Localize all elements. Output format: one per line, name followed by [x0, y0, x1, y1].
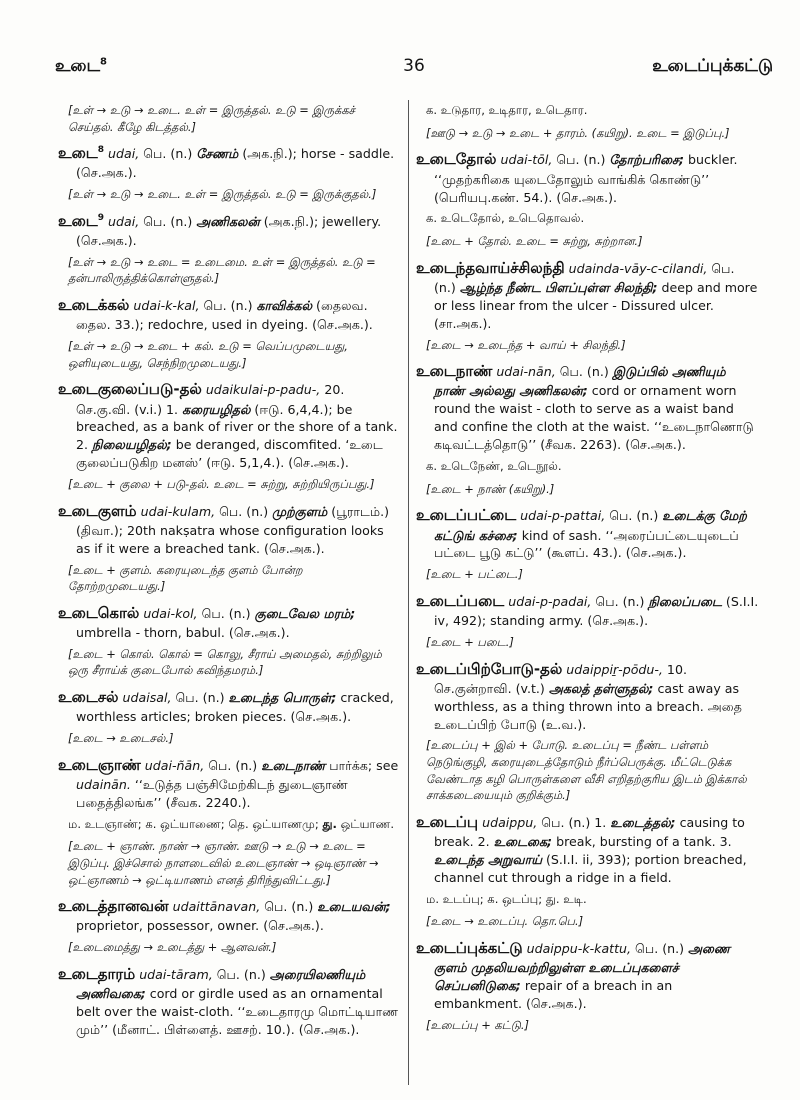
entry	[58, 501, 400, 558]
etymology: [உள் → உடு → உடை. உள் = இருத்தல். உடு = இருக்குதல்.]	[68, 187, 377, 202]
transliteration: udai-kol,	[143, 605, 198, 621]
definition: (அக.நி.); jewellery. (செ.அக.).	[76, 213, 382, 249]
entry	[58, 603, 400, 642]
entry	[58, 295, 400, 334]
etymology: [உடை + பட்டை.]	[426, 567, 523, 582]
entry	[58, 896, 400, 935]
transliteration: udaippiṟ-pōdu-,	[566, 661, 663, 677]
transliteration: udai-p-pattai,	[520, 508, 606, 524]
tamil-definition: உடைத்தல்;	[610, 814, 676, 830]
headword: உடைப்பு	[416, 812, 479, 831]
tamil-definition: குடைவேல மரம்;	[254, 605, 356, 621]
etymology: [உடைப்பு + இல் + போடு. உடைப்பு = நீண்ட பள்ளம் நெடுங்குழி, கரையுடைத்தோடும் நீர்ப்பெருக்கு. மீட்டெடுக்க வேண்டாத கழி பொருள்களை வீசி எறிதற்குரிய இடம் இக்கால் சாக்கடையையும் குறிக்கும்.]	[426, 738, 747, 803]
definition: causing to break. 2.	[434, 814, 745, 849]
cognates: க. உடெதோல், உடெதொவல்.	[426, 211, 585, 226]
grammar: பெ. (n.)	[605, 508, 663, 524]
tamil-definition: உடைந்த அறுவாய்	[434, 851, 542, 867]
grammar: பெ. (n.)	[212, 966, 270, 982]
etymology: [உடை + குலை + படு-தல். உடை = சுற்று, சுற்றியிருப்பது.]	[68, 477, 375, 492]
headword: உடைந்தவாய்ச்சிலந்தி	[416, 258, 565, 277]
tamil-definition: அணை குளம் முதலியவற்றிலுள்ள உடைப்புகளைச் செப்பனிடுகை;	[434, 940, 730, 994]
etymology: [உள் → உடு → உடை + கல். உடு = வெப்பமுடையது, ஒளியுடையது, செந்நிறமுடையது.]	[68, 339, 348, 370]
tamil-definition: ஆழ்ந்த நீண்ட பிளப்புள்ள சிலந்தி;	[459, 280, 658, 295]
tamil-definition: அகலத் தள்ளுதல்;	[548, 680, 654, 696]
etymology: [உடை + ஞாண். நாண் → ஞாண். ஊடு → உடு → உடை = இடுப்பு. இச்சொல் நாளடைவில் உடைஞாண் → ஒடிஞாண் → ஒட்ஞாணம் → ஒட்டியாணம் எனத் திரிந்துவிட்டது.]	[68, 839, 379, 887]
entry	[416, 505, 760, 562]
transliteration: udainda-vāy-c-cilandi,	[568, 260, 708, 276]
transliteration: udai-tāram,	[139, 966, 213, 982]
headword: உடைகுலைப்படு-தல்	[58, 380, 202, 399]
entry	[58, 687, 400, 726]
entry	[58, 379, 400, 472]
definition: (S.I.I. iv, 492); standing army. (செ.அக.).	[434, 593, 759, 629]
headword: உடைசல்	[58, 687, 119, 706]
etymology: [உடை + கொல். கொல் = கொலு, சீராய் அமைதல், சுற்றிலும் ஒரு சீராய்க் குடைபோல் கவிந்தமரம்.]	[68, 646, 382, 678]
entry	[58, 964, 400, 1039]
headword: உடைதோல்	[416, 150, 497, 169]
headword: உடைக்கல்	[58, 296, 130, 314]
etymology: [உள் → உடு → உடை. உள் = இருத்தல். உடு = இருக்கச் செய்தல். கீழே கிடத்தல்.]	[68, 103, 355, 134]
headword: உடைஞாண்	[58, 755, 141, 774]
etymology: [உடை → உடைசல்.]	[68, 731, 174, 746]
tamil-definition: நிலையழிதல்;	[92, 437, 172, 453]
tamil-definition: உடைகை;	[493, 833, 553, 849]
definition: (S.I.I. ii, 393); portion breached, channel cut through a ridge in a field.	[434, 851, 747, 885]
definition: umbrella - thorn, babul. (செ.அக.).	[76, 624, 290, 640]
transliteration: udai-p-padai,	[508, 593, 592, 609]
transliteration: udainān.	[76, 776, 131, 792]
tamil-definition: உடைநாண்	[261, 757, 326, 773]
definition: cast away as worthless, as a thing thrown into a breach. அதை உடைப்பிற் போடு (உ.வ.).	[434, 680, 742, 732]
transliteration: udaittānavan,	[172, 899, 261, 915]
definition: buckler. ‘‘முதற்கரிகை யுடைதோலும் வாங்கிக் கொண்டு’’ (பெரியபு.கண். 54.). (செ.அக.).	[434, 152, 738, 205]
transliteration: udai-ñān,	[144, 757, 205, 773]
entry	[416, 149, 760, 206]
tamil-definition: அரையிலணியும் அணிவகை;	[76, 966, 366, 1002]
definition: deep and more or less linear from the ulcer - Dissured ulcer. (சா.அக.).	[434, 280, 758, 331]
entry	[58, 143, 400, 182]
headword: உடைகொல்	[58, 603, 140, 622]
definition: cord or ornament worn round the waist - cloth to serve as a waist band and confine the cloth at the waist. ‘‘உடைநாணொடு கடிவட்டத்தொடு’’ (சீவக. 2263). (செ.அக.).	[434, 383, 754, 453]
grammar: பெ. (n.)	[555, 364, 613, 380]
headword: உடை$^8$	[58, 144, 105, 163]
tamil-definition: உடையவன்;	[317, 899, 391, 915]
left-column	[58, 100, 400, 1090]
grammar: பெ. (n.)	[434, 260, 735, 295]
headword: உடைகுளம்	[58, 501, 137, 520]
definition: be deranged, discomfited. ‘உடை குலைப்படுகிற மனஸ்’ (ஈடு. 5,1,4.). (செ.அக.).	[76, 437, 383, 471]
tamil-definition: முற்குளம்	[272, 503, 328, 519]
transliteration: udaisal,	[122, 689, 172, 705]
grammar: பெ. (n.)	[631, 940, 689, 956]
cognates: ம. உடஞாண்; க. ஒட்யாணை; தெ. ஒட்யாணமு; து. ஒட்யாண.	[68, 816, 395, 831]
tamil-definition: அணிகலன்	[196, 213, 260, 229]
column-divider	[408, 100, 409, 1085]
page-number: 36	[403, 56, 425, 76]
guide-word-left: உடை$^8$	[55, 56, 108, 76]
definition: (தைலவ. தைல. 33.); redochre, used in dyeing. (செ.அக.).	[76, 298, 373, 333]
cognates: க. உடுதார, உடிதார, உடெதார.	[426, 103, 588, 117]
grammar: 20. செ.கு.வி. (v.i.) 1.	[76, 382, 345, 417]
entry	[416, 659, 760, 734]
entry	[416, 361, 760, 454]
etymology: [உடை + நாண் (கயிறு).]	[426, 481, 555, 496]
cognates: ம. உடப்பு; க. ஒடப்பு; து. உடி.	[426, 891, 587, 906]
etymology: [உடைமைத்து → உடைத்து + ஆனவன்.]	[68, 940, 277, 955]
tamil-definition: காவிக்கல்	[256, 298, 313, 313]
tamil-definition: இடுப்பில் அணியும் நாண் அல்லது அணிகலன்;	[434, 364, 726, 399]
grammar: பெ. (n.) 1.	[537, 814, 611, 830]
right-column	[416, 100, 760, 1090]
tamil-definition: சேணம்	[196, 146, 239, 162]
transliteration: udai-k-kal,	[133, 298, 200, 313]
definition: proprietor, possessor, owner. (செ.அக.).	[76, 918, 324, 934]
tamil-definition: உடைந்த பொருள்;	[228, 689, 337, 705]
headword: உடைப்புக்கட்டு	[416, 938, 523, 957]
grammar: பெ. (n.)	[139, 146, 197, 162]
transliteration: udaippu,	[482, 814, 538, 830]
headword: உடைப்படை	[416, 591, 505, 610]
headword: உடைநாண்	[416, 362, 493, 381]
definition: cord or girdle used as an ornamental belt over the waist-cloth. ‘‘உடைதாரமு மொட்டியாண மும்’’ (மீனாட். பிள்ளைத். ஊசற். 10.). (செ.அக.).	[76, 986, 399, 1037]
transliteration: udai-nān,	[496, 364, 556, 380]
headword: உடைப்பட்டை	[416, 506, 517, 525]
definition: (அக.நி.); horse - saddle. (செ.அக.).	[76, 146, 395, 181]
definition: பார்க்க; see	[325, 757, 399, 773]
grammar: பெ. (n.)	[197, 605, 255, 621]
etymology: [உடை → உடைந்த + வாய் + சிலந்தி.]	[426, 337, 626, 352]
guide-word-right: உடைப்புக்கட்டு	[652, 56, 773, 76]
etymology: [உடைப்பு + கட்டு.]	[426, 1017, 529, 1032]
transliteration: udai,	[108, 213, 140, 229]
tamil-definition: நிலைப்படை	[648, 593, 722, 609]
tamil-definition: தோற்பரிசை;	[609, 152, 685, 168]
definition: break, bursting of a tank. 3.	[552, 833, 732, 849]
transliteration: udai,	[108, 146, 140, 162]
transliteration: udai-tōl,	[500, 152, 553, 168]
grammar: பெ. (n.)	[139, 213, 197, 229]
headword: உடைத்தானவன்	[58, 897, 169, 916]
grammar: பெ. (n.)	[591, 593, 649, 609]
running-head	[55, 56, 773, 86]
etymology: [உடை + தோல். உடை = சுற்று, சுற்றான.]	[426, 234, 643, 249]
etymology: [உடை → உடைப்பு. தொ.பெ.]	[426, 914, 584, 929]
grammar: பெ. (n.)	[171, 689, 229, 705]
etymology: [உடை + படை.]	[426, 635, 514, 650]
definition: ‘‘உடுத்த பஞ்சிமேற்கிடந் துடைஞாண் பதைத்திலங்க’’ (சீவக. 2240.).	[76, 776, 348, 810]
entry	[416, 258, 760, 333]
grammar: பெ. (n.)	[552, 152, 610, 168]
etymology: [உள் → உடு → உடை = உடைமை. உள் = இருத்தல். உடு = தன்பாலிருத்திக்கொள்ளுதல்.]	[68, 254, 376, 286]
entry	[58, 755, 400, 812]
transliteration: udaippu-k-kattu,	[526, 940, 632, 956]
grammar: பெ. (n.)	[260, 899, 318, 915]
definition: (ஈடு. 6,4,4.); be breached, as a bank of river or the shore of a tank. 2.	[76, 401, 398, 453]
definition: kind of sash. ‘‘அரைப்பட்டையுடைப் பட்டை பூடு கட்டு’’ (கூளப். 43.). (செ.அக.).	[434, 527, 739, 561]
cognates: க. உடெநேண், உடெநூல்.	[426, 458, 562, 473]
entry	[416, 938, 760, 1013]
grammar: பெ. (n.)	[199, 298, 257, 313]
grammar: பெ. (n.)	[215, 503, 273, 519]
definition: cracked, worthless articles; broken pieces. (செ.அக.).	[76, 689, 394, 725]
entry	[416, 812, 760, 887]
etymology: [உடை + குளம். கரையுடைந்த குளம் போன்ற தோற்றமுடையது.]	[68, 562, 303, 594]
grammar: 10. செ.குன்றாவி. (v.t.)	[434, 661, 687, 696]
transliteration: udaikulai-p-padu-,	[205, 382, 321, 398]
tamil-definition: உடைக்கு மேற் கட்டுங் கச்சை;	[434, 508, 747, 543]
definition: repair of a breach in an embankment. (செ.அக.).	[434, 978, 673, 1011]
headword: உடைப்பிற்போடு-தல்	[416, 659, 563, 678]
etymology: [ஊடு → உடு → உடை + தாரம். (கயிறு). உடை = இடுப்பு.]	[426, 125, 730, 140]
transliteration: udai-kulam,	[140, 503, 216, 519]
headword: உடைதாரம்	[58, 964, 136, 983]
tamil-definition: கரையழிதல்	[182, 401, 251, 417]
entry	[416, 591, 760, 630]
grammar: பெ. (n.)	[204, 757, 262, 773]
entry	[58, 211, 400, 250]
definition: (பூராடம்.) (திவா.); 20th nakṣatra whose configuration looks as if it were a breached tank. (செ.அக.).	[76, 503, 390, 556]
headword: உடை$^9$	[58, 211, 105, 230]
